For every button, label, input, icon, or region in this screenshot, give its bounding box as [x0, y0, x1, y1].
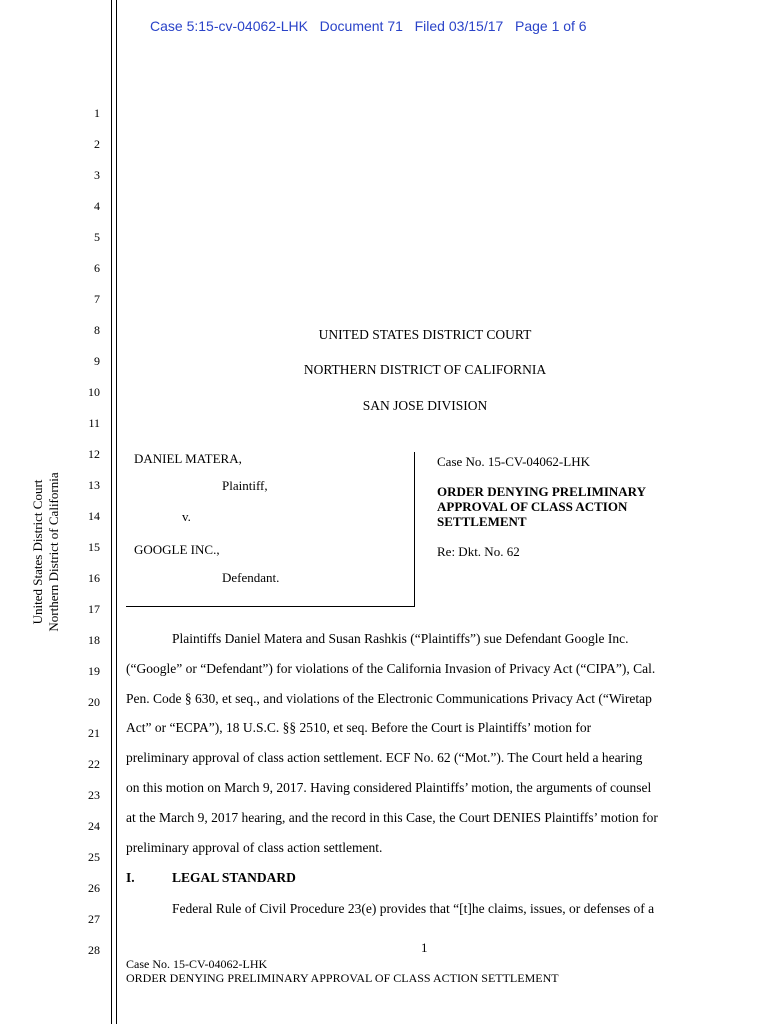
court-district: NORTHERN DISTRICT OF CALIFORNIA — [303, 362, 547, 377]
docket-reference: Re: Dkt. No. 62 — [437, 544, 520, 559]
line-number: 1 — [94, 106, 100, 120]
body-line: preliminary approval of class action settlement. ECF No. 62 (“Mot.”). The Court held a hearing — [126, 750, 643, 765]
line-number: 16 — [88, 571, 100, 585]
line-number: 12 — [88, 447, 100, 461]
line-number: 13 — [88, 478, 100, 492]
line-number: 7 — [94, 292, 100, 306]
plaintiff-role: Plaintiff, — [222, 478, 268, 493]
body-line: Pen. Code § 630, et seq., and violations of the Electronic Communications Privacy Act (“Wiretap — [126, 691, 652, 706]
line-number: 27 — [88, 912, 100, 926]
court-division: SAN JOSE DIVISION — [362, 398, 488, 413]
page-footer — [126, 957, 559, 985]
section-title: LEGAL STANDARD — [172, 870, 296, 885]
line-number: 5 — [94, 230, 100, 244]
court-name: UNITED STATES DISTRICT COURT — [318, 327, 532, 342]
line-number: 25 — [88, 850, 100, 864]
body-line: on this motion on March 9, 2017. Having considered Plaintiffs’ motion, the arguments of counsel — [126, 780, 652, 795]
order-title-line-1: ORDER DENYING PRELIMINARY — [437, 484, 646, 499]
ecf-header: Case 5:15-cv-04062-LHK Document 71 Filed 03/15/17 Page 1 of 6 — [150, 18, 587, 34]
left-margin-rule-inner — [116, 0, 117, 1024]
order-title-line-2: APPROVAL OF CLASS ACTION — [437, 499, 628, 514]
body-line: (“Google” or “Defendant”) for violations of the California Invasion of Privacy Act (“CIPA”), Cal. — [126, 661, 656, 676]
line-number: 3 — [94, 168, 100, 182]
line-number: 24 — [88, 819, 100, 833]
defendant-name: GOOGLE INC., — [134, 542, 220, 557]
line-number: 20 — [88, 695, 100, 709]
line-number: 28 — [88, 943, 100, 957]
line-number: 14 — [88, 509, 100, 523]
left-margin-rule — [111, 0, 112, 1024]
body-line: Federal Rule of Civil Procedure 23(e) provides that “[t]he claims, issues, or defenses of a — [172, 901, 655, 916]
sidebar-court: United States District Court — [30, 479, 45, 625]
body-line: Plaintiffs Daniel Matera and Susan Rashkis (“Plaintiffs”) sue Defendant Google Inc. — [172, 631, 629, 646]
court-sidebar-label — [30, 422, 66, 682]
case-number: Case No. 15-CV-04062-LHK — [437, 454, 590, 469]
line-number: 22 — [88, 757, 100, 771]
body-line: preliminary approval of class action settlement. — [126, 840, 383, 855]
line-number: 4 — [94, 199, 100, 213]
caption-bottom-rule — [126, 606, 415, 607]
line-number: 26 — [88, 881, 100, 895]
line-number: 11 — [88, 416, 100, 430]
footer-title: ORDER DENYING PRELIMINARY APPROVAL OF CLASS ACTION SETTLEMENT — [126, 971, 559, 985]
line-number: 15 — [88, 540, 100, 554]
line-number: 9 — [94, 354, 100, 368]
plaintiff-name: DANIEL MATERA, — [134, 451, 242, 466]
defendant-role: Defendant. — [222, 570, 280, 585]
caption-divider — [414, 452, 415, 607]
line-number: 23 — [88, 788, 100, 802]
versus: v. — [182, 509, 191, 524]
order-title-line-3: SETTLEMENT — [437, 514, 527, 529]
body-line: at the March 9, 2017 hearing, and the record in this Case, the Court DENIES Plaintiffs’ motion for — [126, 810, 658, 825]
line-number: 21 — [88, 726, 100, 740]
section-number: I. — [126, 870, 135, 885]
line-number: 19 — [88, 664, 100, 678]
page-number: 1 — [421, 940, 428, 955]
line-number: 6 — [94, 261, 100, 275]
line-number: 2 — [94, 137, 100, 151]
footer-case-number: Case No. 15-CV-04062-LHK — [126, 957, 268, 971]
sidebar-district: Northern District of California — [46, 472, 61, 632]
line-number: 10 — [88, 385, 100, 399]
line-number: 8 — [94, 323, 100, 337]
line-number: 17 — [88, 602, 100, 616]
body-line: Act” or “ECPA”), 18 U.S.C. §§ 2510, et seq. Before the Court is Plaintiffs’ motion for — [126, 720, 592, 735]
line-number: 18 — [88, 633, 100, 647]
